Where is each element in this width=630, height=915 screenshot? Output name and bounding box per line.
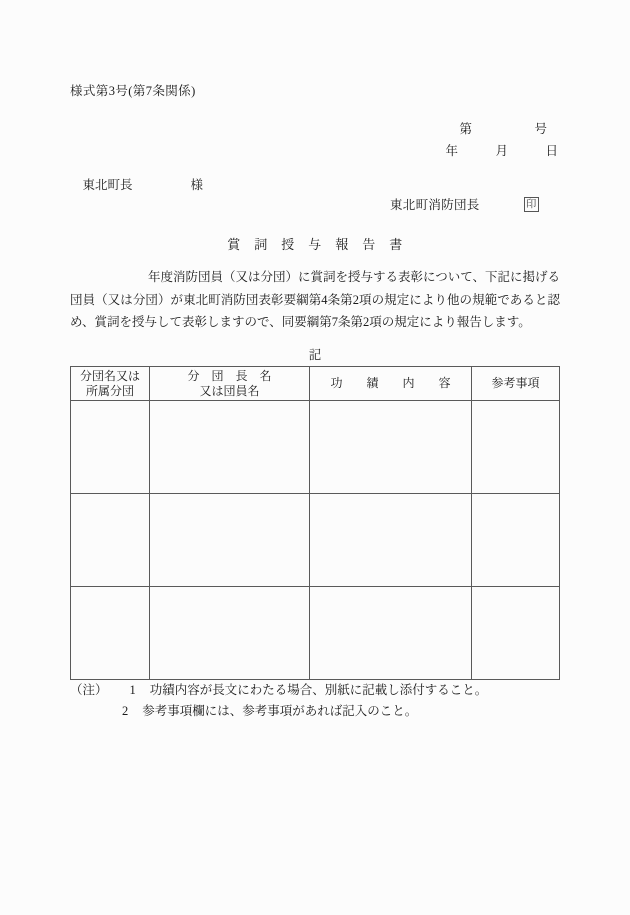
column-header-division-line1: 分団名又は <box>79 368 140 383</box>
column-header-name-line1: 分 団 長 名 <box>187 368 272 383</box>
cell-division[interactable] <box>71 494 150 587</box>
footer-notes <box>70 680 487 722</box>
cell-name[interactable] <box>150 494 310 587</box>
report-table-wrapper <box>70 366 559 680</box>
cell-remarks[interactable] <box>472 494 560 587</box>
column-header-division-line2: 所属分団 <box>85 383 134 398</box>
addressee-honorific: 様 <box>190 178 204 192</box>
column-header-merit-line1: 功 績 内 容 <box>330 376 451 390</box>
form-number: 様式第3号(第7条関係) <box>70 84 196 98</box>
notes-label: （注） <box>70 683 108 697</box>
sender-name: 東北町消防団長 <box>390 198 480 212</box>
cell-division[interactable] <box>71 587 150 680</box>
document-meta-block <box>445 118 558 162</box>
note-number: 2 <box>122 704 129 718</box>
ki-marker: 記 <box>308 348 322 362</box>
column-header-remarks <box>472 367 560 401</box>
document-date-line: 年 月 日 <box>445 144 558 158</box>
note-text: 功績内容が長文にわたる場合、別紙に記載し添付すること。 <box>149 683 488 697</box>
cell-merit[interactable] <box>310 494 472 587</box>
sender-line <box>390 195 539 213</box>
cell-name[interactable] <box>150 587 310 680</box>
addressee-name: 東北町長 <box>82 178 133 192</box>
note-item <box>70 701 487 722</box>
addressee-line <box>70 160 203 208</box>
cell-merit[interactable] <box>310 587 472 680</box>
document-number-line: 第 号 <box>459 122 547 136</box>
cell-remarks[interactable] <box>472 587 560 680</box>
column-header-remarks-line1: 参考事項 <box>491 376 540 390</box>
column-header-name-line2: 又は団員名 <box>199 383 260 398</box>
table-row <box>71 401 560 494</box>
report-table <box>70 366 560 680</box>
cell-name[interactable] <box>150 401 310 494</box>
column-header-division <box>71 367 150 401</box>
note-number: 1 <box>129 683 136 697</box>
table-header-row <box>71 367 560 401</box>
cell-merit[interactable] <box>310 401 472 494</box>
cell-division[interactable] <box>71 401 150 494</box>
note-item <box>70 680 487 701</box>
note-text: 参考事項欄には、参考事項があれば記入のこと。 <box>142 704 418 718</box>
page-title: 賞 詞 授 与 報 告 書 <box>227 237 403 252</box>
table-row <box>71 587 560 680</box>
table-row <box>71 494 560 587</box>
column-header-merit <box>310 367 472 401</box>
column-header-name <box>150 367 310 401</box>
cell-remarks[interactable] <box>472 401 560 494</box>
seal-stamp-icon: 印 <box>524 197 539 212</box>
body-paragraph: 年度消防団員（又は分団）に賞詞を授与する表彰について、下記に掲げる団員（又は分団）が東北町消防団表彰要綱第4条第2項の規定により他の規範であると認め、賞詞を授与して表彰しますので、同要綱第7条第2項の規定により報告します。 <box>70 270 561 329</box>
